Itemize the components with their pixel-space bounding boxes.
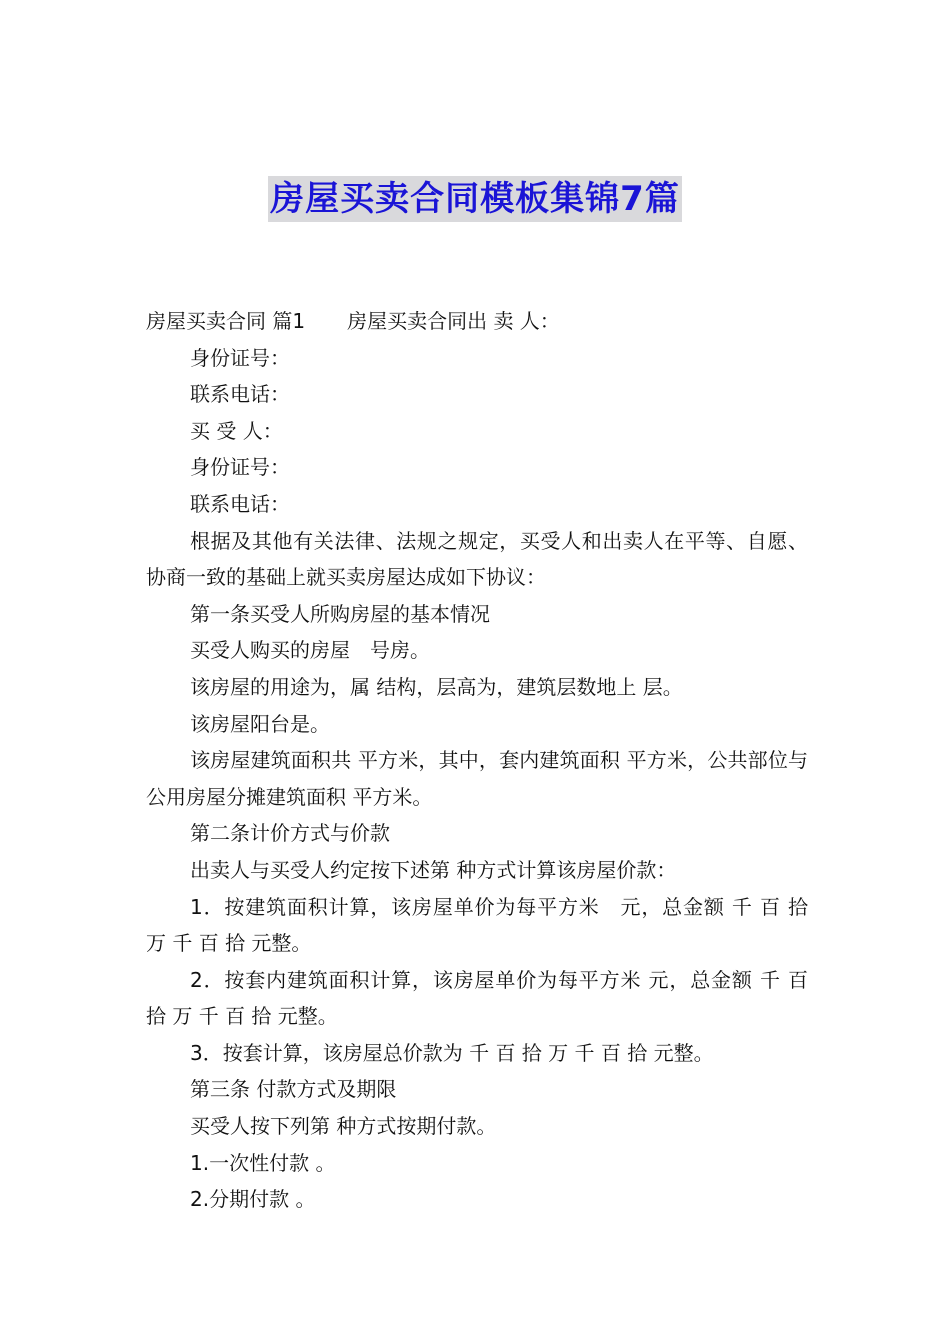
- paragraph-house-usage: 该房屋的用途为，属 结构，层高为，建筑层数地上 层。: [190, 674, 683, 699]
- paragraph-payment-1: 1.一次性付款 。: [190, 1150, 336, 1175]
- contract-seller-label: 房屋买卖合同出 卖 人：: [347, 309, 560, 333]
- paragraph-seller-id: 身份证号：: [190, 345, 290, 370]
- paragraph-article-2: 第二条计价方式与价款: [190, 821, 390, 846]
- paragraph-area: 该房屋建筑面积共 平方米，其中，套内建筑面积 平方米，公共部位与公用房屋分摊建筑面积 平方米。: [146, 748, 808, 809]
- document-body: [146, 303, 808, 1218]
- paragraph-house-number: 买受人购买的房屋 号房。: [190, 638, 430, 663]
- paragraph-article-3: 第三条 付款方式及期限: [190, 1077, 397, 1102]
- paragraph-payment-method: 买受人按下列第 种方式按期付款。: [190, 1114, 497, 1139]
- contract-section-title: 房屋买卖合同 篇1: [146, 309, 306, 333]
- title-container: [0, 176, 950, 222]
- paragraph-article-1: 第一条买受人所购房屋的基本情况: [190, 601, 490, 626]
- document-title: 房屋买卖合同模板集锦7篇: [268, 176, 682, 222]
- paragraph-seller-phone: 联系电话：: [190, 382, 290, 407]
- paragraph-pricing-1: 1．按建筑面积计算，该房屋单价为每平方米 元，总金额 千 百 拾 万 千 百 拾 元整。: [146, 894, 808, 956]
- paragraph-pricing-method: 出卖人与买受人约定按下述第 种方式计算该房屋价款：: [190, 857, 677, 882]
- paragraph-pricing-2: 2．按套内建筑面积计算，该房屋单价为每平方米 元，总金额 千 百 拾 万 千 百 拾 元整。: [146, 967, 808, 1029]
- paragraph-buyer-phone: 联系电话：: [190, 491, 290, 516]
- contract-heading-line: [146, 303, 808, 340]
- paragraph-payment-2: 2.分期付款 。: [190, 1187, 316, 1212]
- paragraph-preamble: 根据及其他有关法律、法规之规定，买受人和出卖人在平等、自愿、协商一致的基础上就买卖房屋达成如下协议：: [146, 528, 808, 590]
- paragraph-buyer: 买 受 人：: [190, 418, 283, 443]
- paragraph-pricing-3: 3．按套计算，该房屋总价款为 千 百 拾 万 千 百 拾 元整。: [190, 1040, 714, 1065]
- paragraph-balcony: 该房屋阳台是。: [190, 711, 330, 736]
- paragraph-buyer-id: 身份证号：: [190, 455, 290, 480]
